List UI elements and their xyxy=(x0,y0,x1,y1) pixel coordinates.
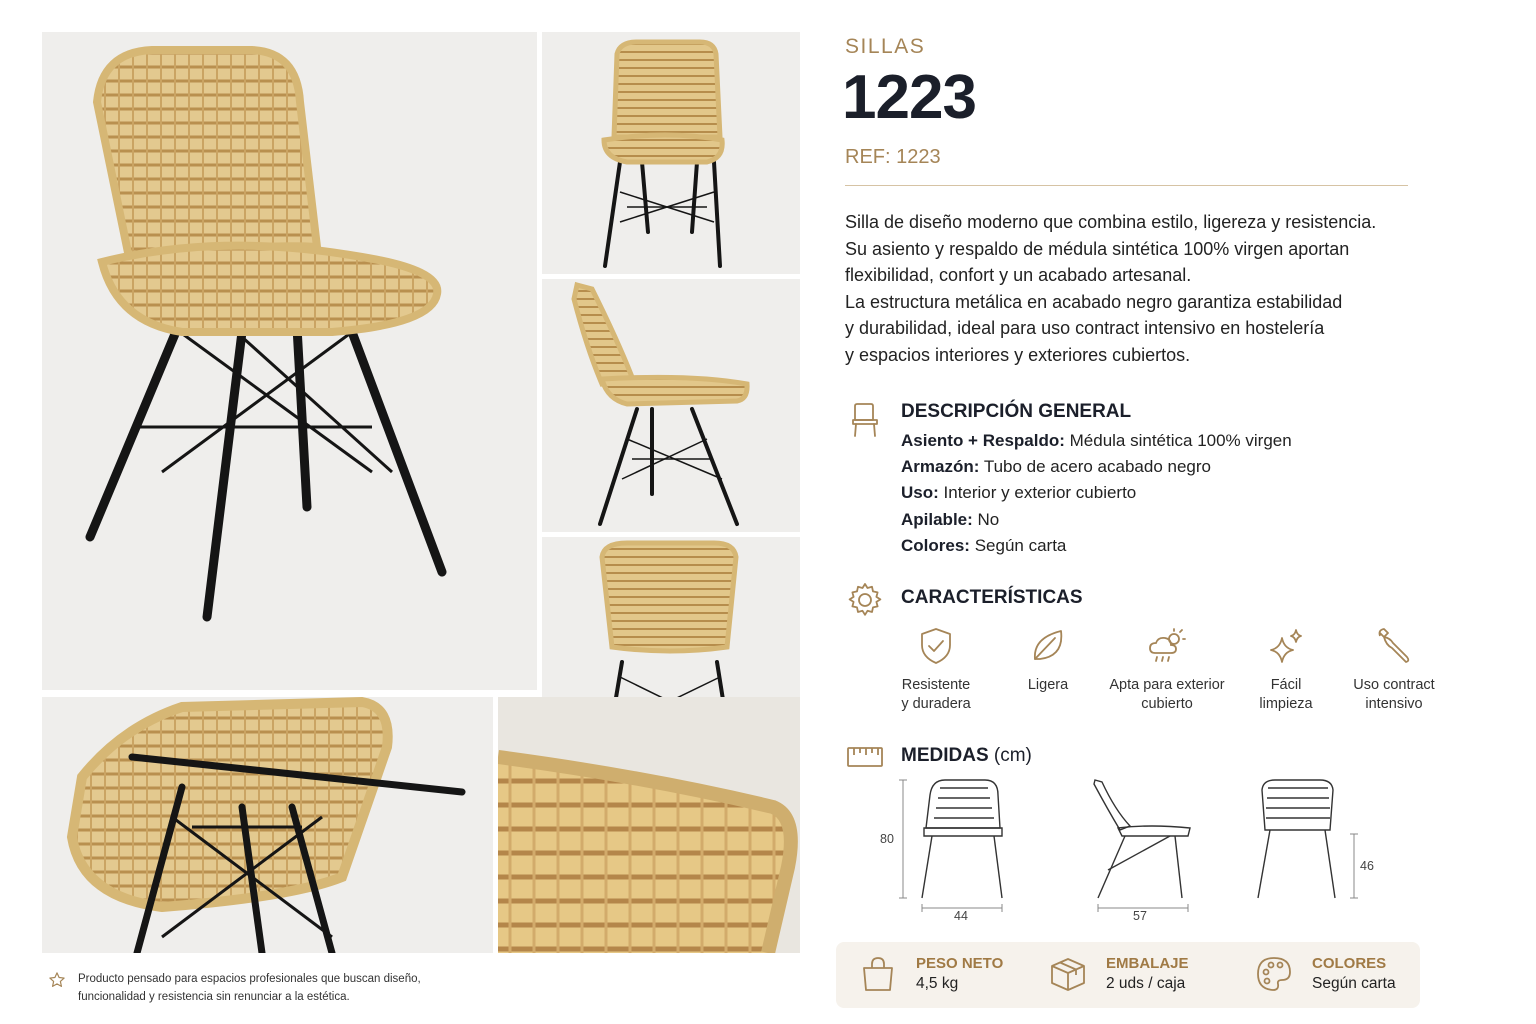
spec-label: Armazón: xyxy=(901,457,980,477)
feature-light xyxy=(983,626,1113,695)
feature-label: Ligera xyxy=(1027,677,1069,693)
footnote-text xyxy=(78,970,421,1006)
spec-value: Según carta xyxy=(974,535,1067,555)
leaf-icon xyxy=(1028,626,1068,666)
feature-label: Fácil xyxy=(1270,677,1302,693)
footnote-line-2: funcionalidad y resistencia sin renunciar a la estética. xyxy=(78,991,350,1003)
feature-label: y duradera xyxy=(901,696,971,712)
side-view-photo xyxy=(542,279,800,532)
bag-icon xyxy=(858,954,898,994)
general-title: DESCRIPCIÓN GENERAL xyxy=(901,401,1132,422)
description-line: y durabilidad, ideal para uso contract intensivo en hostelería xyxy=(845,318,1325,338)
chair-side-image xyxy=(542,279,800,532)
feature-label: Resistente xyxy=(901,677,971,693)
info-text xyxy=(1106,954,1189,994)
description-line: y espacios interiores y exteriores cubiertos. xyxy=(845,344,1191,365)
depth-dimension: 57 xyxy=(1133,909,1147,923)
info-packaging xyxy=(1048,954,1189,994)
feature-resistant xyxy=(871,626,1001,714)
description-line: Su asiento y respaldo de médula sintética 100% virgen aportan xyxy=(845,238,1350,259)
measures-title xyxy=(901,745,1032,767)
front-view-photo xyxy=(542,32,800,274)
feature-label: Uso contract xyxy=(1353,677,1435,693)
features-row xyxy=(880,626,1460,726)
palette-icon xyxy=(1254,954,1294,994)
shield-check-icon xyxy=(916,626,956,666)
reference-code: REF: 1223 xyxy=(845,146,941,168)
footnote-line-1: Producto pensado para espacios profesionales que buscan diseño, xyxy=(78,973,421,985)
spec-label: Apilable: xyxy=(901,509,973,529)
info-text xyxy=(916,954,1003,994)
chair-front-image xyxy=(542,32,800,274)
spec-label: Uso: xyxy=(901,483,939,503)
info-title: PESO NETO xyxy=(916,955,1004,972)
info-title: EMBALAJE xyxy=(1106,955,1189,972)
main-product-photo xyxy=(42,32,537,690)
category-label: SILLAS xyxy=(845,35,926,58)
divider xyxy=(845,185,1408,186)
chair-underside-image xyxy=(42,697,493,953)
spec-label: Asiento + Respaldo: xyxy=(901,431,1065,450)
spec-list xyxy=(901,428,1292,559)
feature-label: Apta para exterior xyxy=(1109,677,1225,693)
gear-icon xyxy=(846,581,884,619)
feature-label: intensivo xyxy=(1365,696,1423,712)
box-icon xyxy=(1048,954,1088,994)
star-icon xyxy=(48,971,66,989)
weave-detail-photo xyxy=(498,697,800,953)
seat-height-dimension: 46 xyxy=(1360,859,1374,873)
info-value: Según carta xyxy=(1312,975,1396,992)
spec-row xyxy=(901,507,1292,533)
feature-contract xyxy=(1329,626,1459,714)
sun-cloud-rain-icon xyxy=(1147,626,1187,666)
measures-title-text: MEDIDAS xyxy=(901,745,989,766)
feature-outdoor xyxy=(1102,626,1232,714)
spec-row xyxy=(901,454,1292,480)
spec-value: Interior y exterior cubierto xyxy=(943,483,1137,503)
description-line: Silla de diseño moderno que combina estilo, ligereza y resistencia. xyxy=(845,212,1377,232)
height-dimension: 80 xyxy=(880,832,894,846)
width-dimension: 44 xyxy=(954,909,968,923)
dimension-drawings xyxy=(870,770,1390,930)
weave-closeup-image xyxy=(498,697,800,953)
wrench-icon xyxy=(1374,626,1414,666)
chair-icon xyxy=(846,400,884,438)
info-bar xyxy=(836,942,1420,1008)
description-line: flexibilidad, confort y un acabado artesanal. xyxy=(845,265,1192,285)
product-description xyxy=(845,209,1445,368)
info-value: 2 uds / caja xyxy=(1106,975,1186,992)
info-value: 4,5 kg xyxy=(916,975,959,992)
underside-detail-photo xyxy=(42,697,493,953)
spec-row xyxy=(901,533,1292,559)
chair-line-drawings xyxy=(870,770,1390,930)
description-line: La estructura metálica en acabado negro garantiza estabilidad xyxy=(845,291,1343,312)
info-title: COLORES xyxy=(1312,955,1387,972)
spec-value: Tubo de acero acabado negro xyxy=(983,457,1211,477)
info-weight xyxy=(858,954,1003,994)
chair-angle-image xyxy=(42,32,537,690)
spec-value: No xyxy=(977,509,1000,529)
features-title: CARACTERÍSTICAS xyxy=(901,587,1083,608)
feature-label: limpieza xyxy=(1259,696,1313,712)
sparkles-icon xyxy=(1266,626,1306,666)
spec-value: Médula sintética 100% virgen xyxy=(1069,431,1292,450)
footnote xyxy=(48,970,498,1006)
model-title: 1223 xyxy=(842,63,976,132)
feature-label: cubierto xyxy=(1141,696,1193,712)
spec-row xyxy=(901,480,1292,506)
measures-unit: (cm) xyxy=(993,745,1032,766)
spec-row xyxy=(901,428,1292,454)
spec-label: Colores: xyxy=(901,535,970,555)
info-colors xyxy=(1254,954,1396,994)
info-text xyxy=(1312,954,1396,994)
